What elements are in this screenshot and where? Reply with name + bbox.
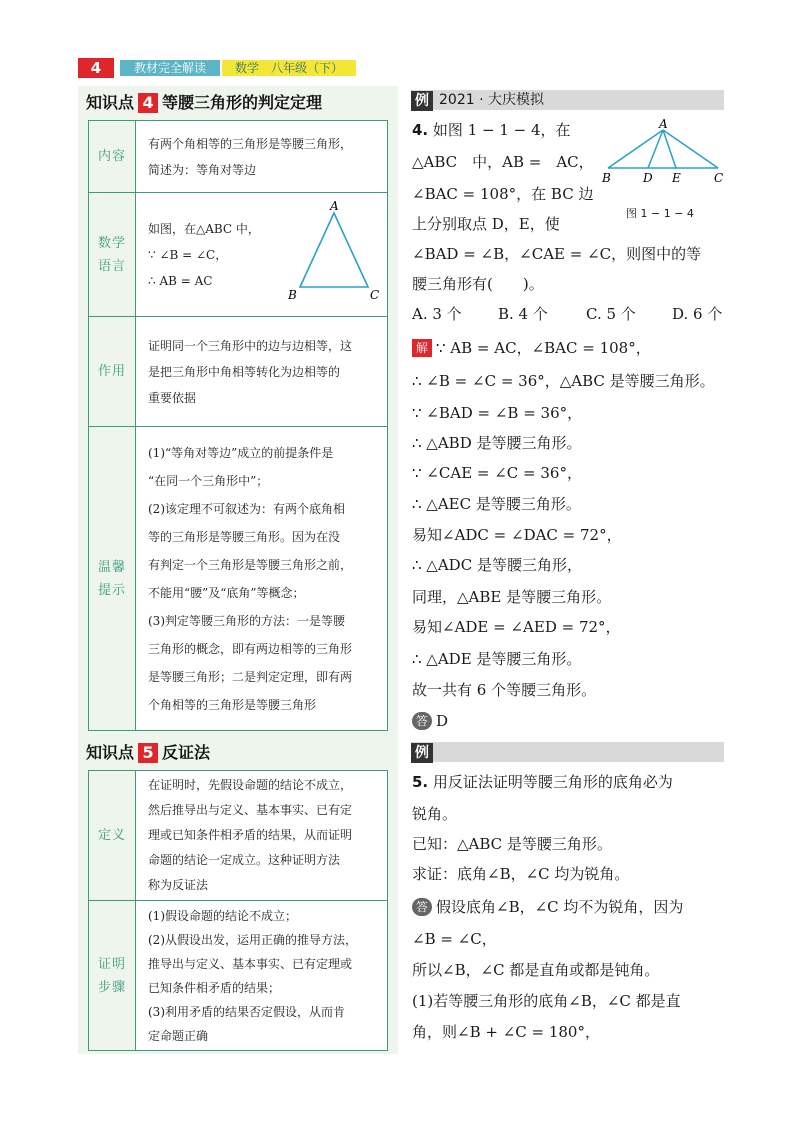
answer-line: 答 D	[412, 711, 448, 731]
example5-question-line: 锐角。	[412, 805, 458, 823]
vertex-a-label: A	[330, 201, 339, 213]
answer-icon: 答	[412, 712, 432, 730]
table-row	[89, 121, 388, 193]
book-title: 教材完全解读	[120, 60, 220, 76]
row-content: 在证明时，先假设命题的结论不成立， 然后推导出与定义、基本事实、已有定 理或已知条件相矛盾的结果，从而证明 命题的结论一定成立。这种证明方法 称为反证法	[136, 771, 388, 901]
row-label: 内容	[89, 121, 136, 193]
example4-question-line: ∠BAC = 108°，在 BC 边	[412, 185, 594, 203]
section5-number-badge: 5	[138, 743, 158, 763]
table-row	[89, 771, 388, 901]
option-a: A. 3 个	[412, 305, 462, 323]
solution-line: 同理，△ABE 是等腰三角形。	[412, 588, 612, 606]
question-number: 5.	[412, 773, 429, 791]
example5-question-line: 求证：底角∠B，∠C 均为锐角。	[412, 865, 630, 883]
solution-line: ∵ ∠BAD = ∠B = 36°，	[412, 404, 583, 422]
section4-table	[88, 120, 388, 731]
solution-line: ∴ △AEC 是等腰三角形。	[412, 495, 581, 513]
solution-line: ∵ ∠CAE = ∠C = 36°，	[412, 464, 582, 482]
row-content: 证明同一个三角形中的边与边相等，这 是把三角形中角相等转化为边相等的 重要依据	[136, 317, 388, 427]
section5-title: 知识点 5 反证法	[86, 743, 211, 762]
solution-line: ∴ △ABD 是等腰三角形。	[412, 434, 582, 452]
example5-answer-line: (1)若等腰三角形的底角∠B，∠C 都是直	[412, 992, 681, 1010]
example5-header	[411, 742, 724, 762]
example4-question-line: ∠BAD = ∠B，∠CAE = ∠C，则图中的等	[412, 245, 702, 263]
section4-title: 知识点 4 等腰三角形的判定定理	[86, 93, 323, 112]
triangle-figure-1-1-4	[600, 118, 730, 188]
solution-line: 易知∠ADC = ∠DAC = 72°，	[412, 526, 622, 544]
example-tag: 例	[411, 91, 433, 111]
table-row	[89, 427, 388, 731]
option-c: C. 5 个	[586, 305, 636, 323]
solution-line: ∴ △ADE 是等腰三角形。	[412, 650, 582, 668]
example5-answer-line: 答 假设底角∠B，∠C 均不为锐角，因为	[412, 897, 683, 917]
example4-question-line: 腰三角形有( )。	[412, 275, 544, 293]
solution-line: 解 ∵ AB = AC，∠BAC = 108°，	[412, 338, 651, 358]
point-d-label: D	[643, 171, 653, 185]
point-e-label: E	[672, 171, 681, 185]
row-content: (1)假设命题的结论不成立； (2)从假设出发，运用正确的推导方法， 推导出与定义、基本事实、已有定理或 已知条件相矛盾的结果； (3)利用矛盾的结果否定假设，从而肯 定命题正确	[136, 901, 388, 1051]
row-label: 定义	[89, 771, 136, 901]
example-tag: 例	[411, 743, 433, 763]
example5-question-line: 5. 用反证法证明等腰三角形的底角必为	[412, 773, 673, 791]
example4-question-line: 4. 如图 1 − 1 − 4，在	[412, 121, 571, 139]
solution-line: 故一共有 6 个等腰三角形。	[412, 681, 597, 699]
option-d: D. 6 个	[672, 305, 723, 323]
point-b-label: B	[602, 171, 611, 185]
table-row	[89, 317, 388, 427]
example4-header	[411, 90, 724, 110]
segment-ac	[663, 130, 718, 168]
example5-answer-line: ∠B = ∠C，	[412, 930, 497, 948]
page-number: 4	[78, 58, 114, 78]
option-b: B. 4 个	[498, 305, 548, 323]
example5-answer-line: 角，则∠B + ∠C = 180°，	[412, 1023, 600, 1041]
example-source: 2021 · 大庆模拟	[439, 92, 544, 108]
subject-grade: 数学 八年级（下）	[222, 60, 356, 76]
solution-icon: 解	[412, 339, 432, 357]
question-number: 4.	[412, 121, 429, 139]
figure-caption: 图 1 − 1 − 4	[626, 207, 694, 220]
row-content: (1)“等角对等边”成立的前提条件是 “在同一个三角形中”； (2)该定理不可叙述为：有两个底角相 等的三角形是等腰三角形。因为在没 有判定一个三角形是等腰三角形之前， 不能用“腰”及“底角”等概念； (3)判定等腰三角形的方法：一是等腰 三角形的概念，即有两边相等的三角形 是等腰三角形；二是判定定理，即有两 个角相等的三角形是等腰三角形	[136, 427, 388, 731]
section4-number-badge: 4	[138, 93, 158, 113]
row-label: 作用	[89, 317, 136, 427]
example4-question-line: 上分别取点 D，E，使	[412, 215, 560, 233]
row-label: 数学语言	[89, 193, 136, 317]
table-row	[89, 901, 388, 1051]
vertex-c-label: C	[370, 288, 380, 302]
table-row	[89, 193, 388, 317]
solution-line: ∴ △ADC 是等腰三角形，	[412, 556, 582, 574]
solution-line: ∴ ∠B = ∠C = 36°，△ABC 是等腰三角形。	[412, 372, 715, 390]
isosceles-triangle-figure	[286, 201, 386, 305]
row-label: 证明步骤	[89, 901, 136, 1051]
row-content: 有两个角相等的三角形是等腰三角形， 简述为：等角对等边	[136, 121, 388, 193]
example5-answer-line: 所以∠B，∠C 都是直角或都是钝角。	[412, 961, 660, 979]
section5-table	[88, 770, 388, 1051]
solution-line: 易知∠ADE = ∠AED = 72°，	[412, 618, 621, 636]
triangle-abc	[300, 213, 368, 287]
example5-question-line: 已知：△ABC 是等腰三角形。	[412, 835, 612, 853]
example4-question-line: △ABC 中，AB = AC，	[412, 153, 594, 171]
row-content: 如图，在△ABC 中， ∵ ∠B = ∠C， ∴ AB = AC A B C	[136, 193, 388, 317]
vertex-b-label: B	[288, 288, 297, 302]
point-c-label: C	[714, 171, 724, 185]
row-label: 温馨提示	[89, 427, 136, 731]
answer-icon: 答	[412, 898, 432, 916]
point-a-label: A	[659, 118, 668, 131]
segment-ae	[663, 130, 676, 168]
